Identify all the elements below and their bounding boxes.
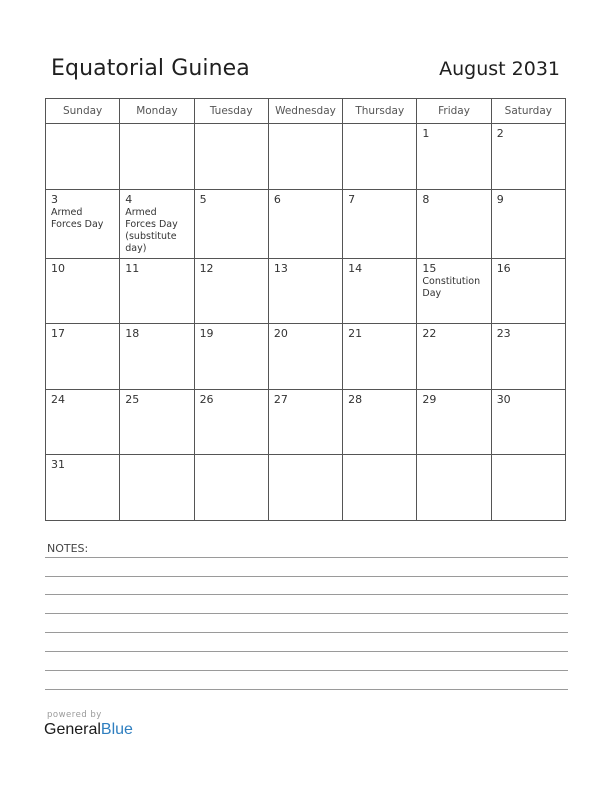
day-cell [120,389,194,455]
day-cell [46,389,120,455]
empty-day-cell [343,124,417,190]
empty-day-cell [46,124,120,190]
day-number: 1 [422,127,430,140]
weekday-friday: Friday [417,99,491,124]
empty-day-cell [120,124,194,190]
day-cell [417,258,491,324]
powered-by-text: powered by [47,710,102,720]
day-number: 21 [348,327,363,340]
day-cell [120,189,194,258]
day-cell [194,324,268,390]
day-cell [120,324,194,390]
day-cell [343,258,417,324]
day-number: 25 [125,392,140,406]
day-cell [46,455,120,521]
day-number: 27 [273,392,288,406]
day-number: 28 [348,392,363,406]
day-number: 22 [422,327,437,340]
logo-general-text: General [44,721,101,738]
generalblue-logo [44,721,133,739]
day-cell [491,324,565,390]
notes-line [45,613,568,614]
day-cell [46,324,120,390]
week-row [46,455,566,521]
week-row [46,389,566,455]
day-cell [194,189,268,258]
calendar-country-title: Equatorial Guinea [51,56,250,81]
week-row [46,124,566,190]
day-cell [46,189,120,258]
logo-blue-text: Blue [100,721,133,738]
empty-day-cell [194,455,268,521]
day-number: 17 [51,327,65,340]
day-number: 8 [422,192,430,206]
day-cell [491,258,565,324]
day-cell [417,189,491,258]
empty-day-cell [417,455,491,521]
day-cell [491,124,565,190]
holiday-label: Armed Forces Day (substitute day) [125,206,178,254]
empty-day-cell [268,455,342,521]
day-cell [194,258,268,324]
calendar-body [46,124,566,521]
day-cell [417,324,491,390]
weekday-thursday: Thursday [343,99,417,124]
weekday-header-row [46,99,566,124]
weekday-sunday: Sunday [46,99,120,124]
day-cell [417,389,491,455]
day-number: 30 [496,392,511,406]
day-number: 20 [273,327,288,340]
day-cell [343,189,417,258]
week-row [46,324,566,390]
day-number: 19 [199,327,214,340]
notes-line [45,689,568,690]
notes-line [45,651,568,652]
day-number: 10 [51,261,65,275]
notes-line [45,670,568,671]
week-row [46,258,566,324]
notes-line [45,576,568,577]
day-cell [46,258,120,324]
weekday-saturday: Saturday [491,99,565,124]
day-cell [417,124,491,190]
day-number: 26 [199,392,214,406]
holiday-label: Armed Forces Day [51,206,104,230]
day-cell [268,258,342,324]
day-cell [120,258,194,324]
day-number: 15 [422,261,437,275]
day-number: 11 [125,261,140,275]
day-number: 12 [199,261,214,275]
day-cell [268,389,342,455]
empty-day-cell [120,455,194,521]
day-number: 6 [273,192,281,206]
day-cell [491,389,565,455]
calendar-month-title: August 2031 [439,58,560,80]
day-number: 5 [199,192,207,206]
day-number: 24 [51,392,65,406]
day-cell [491,189,565,258]
day-number: 9 [496,192,504,206]
empty-day-cell [343,455,417,521]
calendar-grid [45,98,566,521]
day-number: 23 [496,327,511,340]
empty-day-cell [268,124,342,190]
weekday-wednesday: Wednesday [268,99,342,124]
day-number: 18 [125,327,140,340]
day-number: 14 [348,261,363,275]
notes-line [45,557,568,558]
day-cell [268,189,342,258]
weekday-tuesday: Tuesday [194,99,268,124]
notes-line [45,594,568,595]
day-cell [268,324,342,390]
day-number: 13 [273,261,288,275]
notes-label: NOTES: [47,542,89,555]
day-number: 7 [348,192,356,206]
weekday-monday: Monday [120,99,194,124]
day-number: 3 [51,192,58,206]
day-number: 4 [125,192,133,206]
day-number: 31 [51,458,65,471]
holiday-label: Constitution Day [422,275,481,299]
day-cell [343,324,417,390]
notes-line [45,632,568,633]
day-cell [194,389,268,455]
day-cell [343,389,417,455]
week-row [46,189,566,258]
day-number: 29 [422,392,437,406]
day-number: 2 [496,127,504,140]
day-number: 16 [496,261,511,275]
empty-day-cell [491,455,565,521]
empty-day-cell [194,124,268,190]
